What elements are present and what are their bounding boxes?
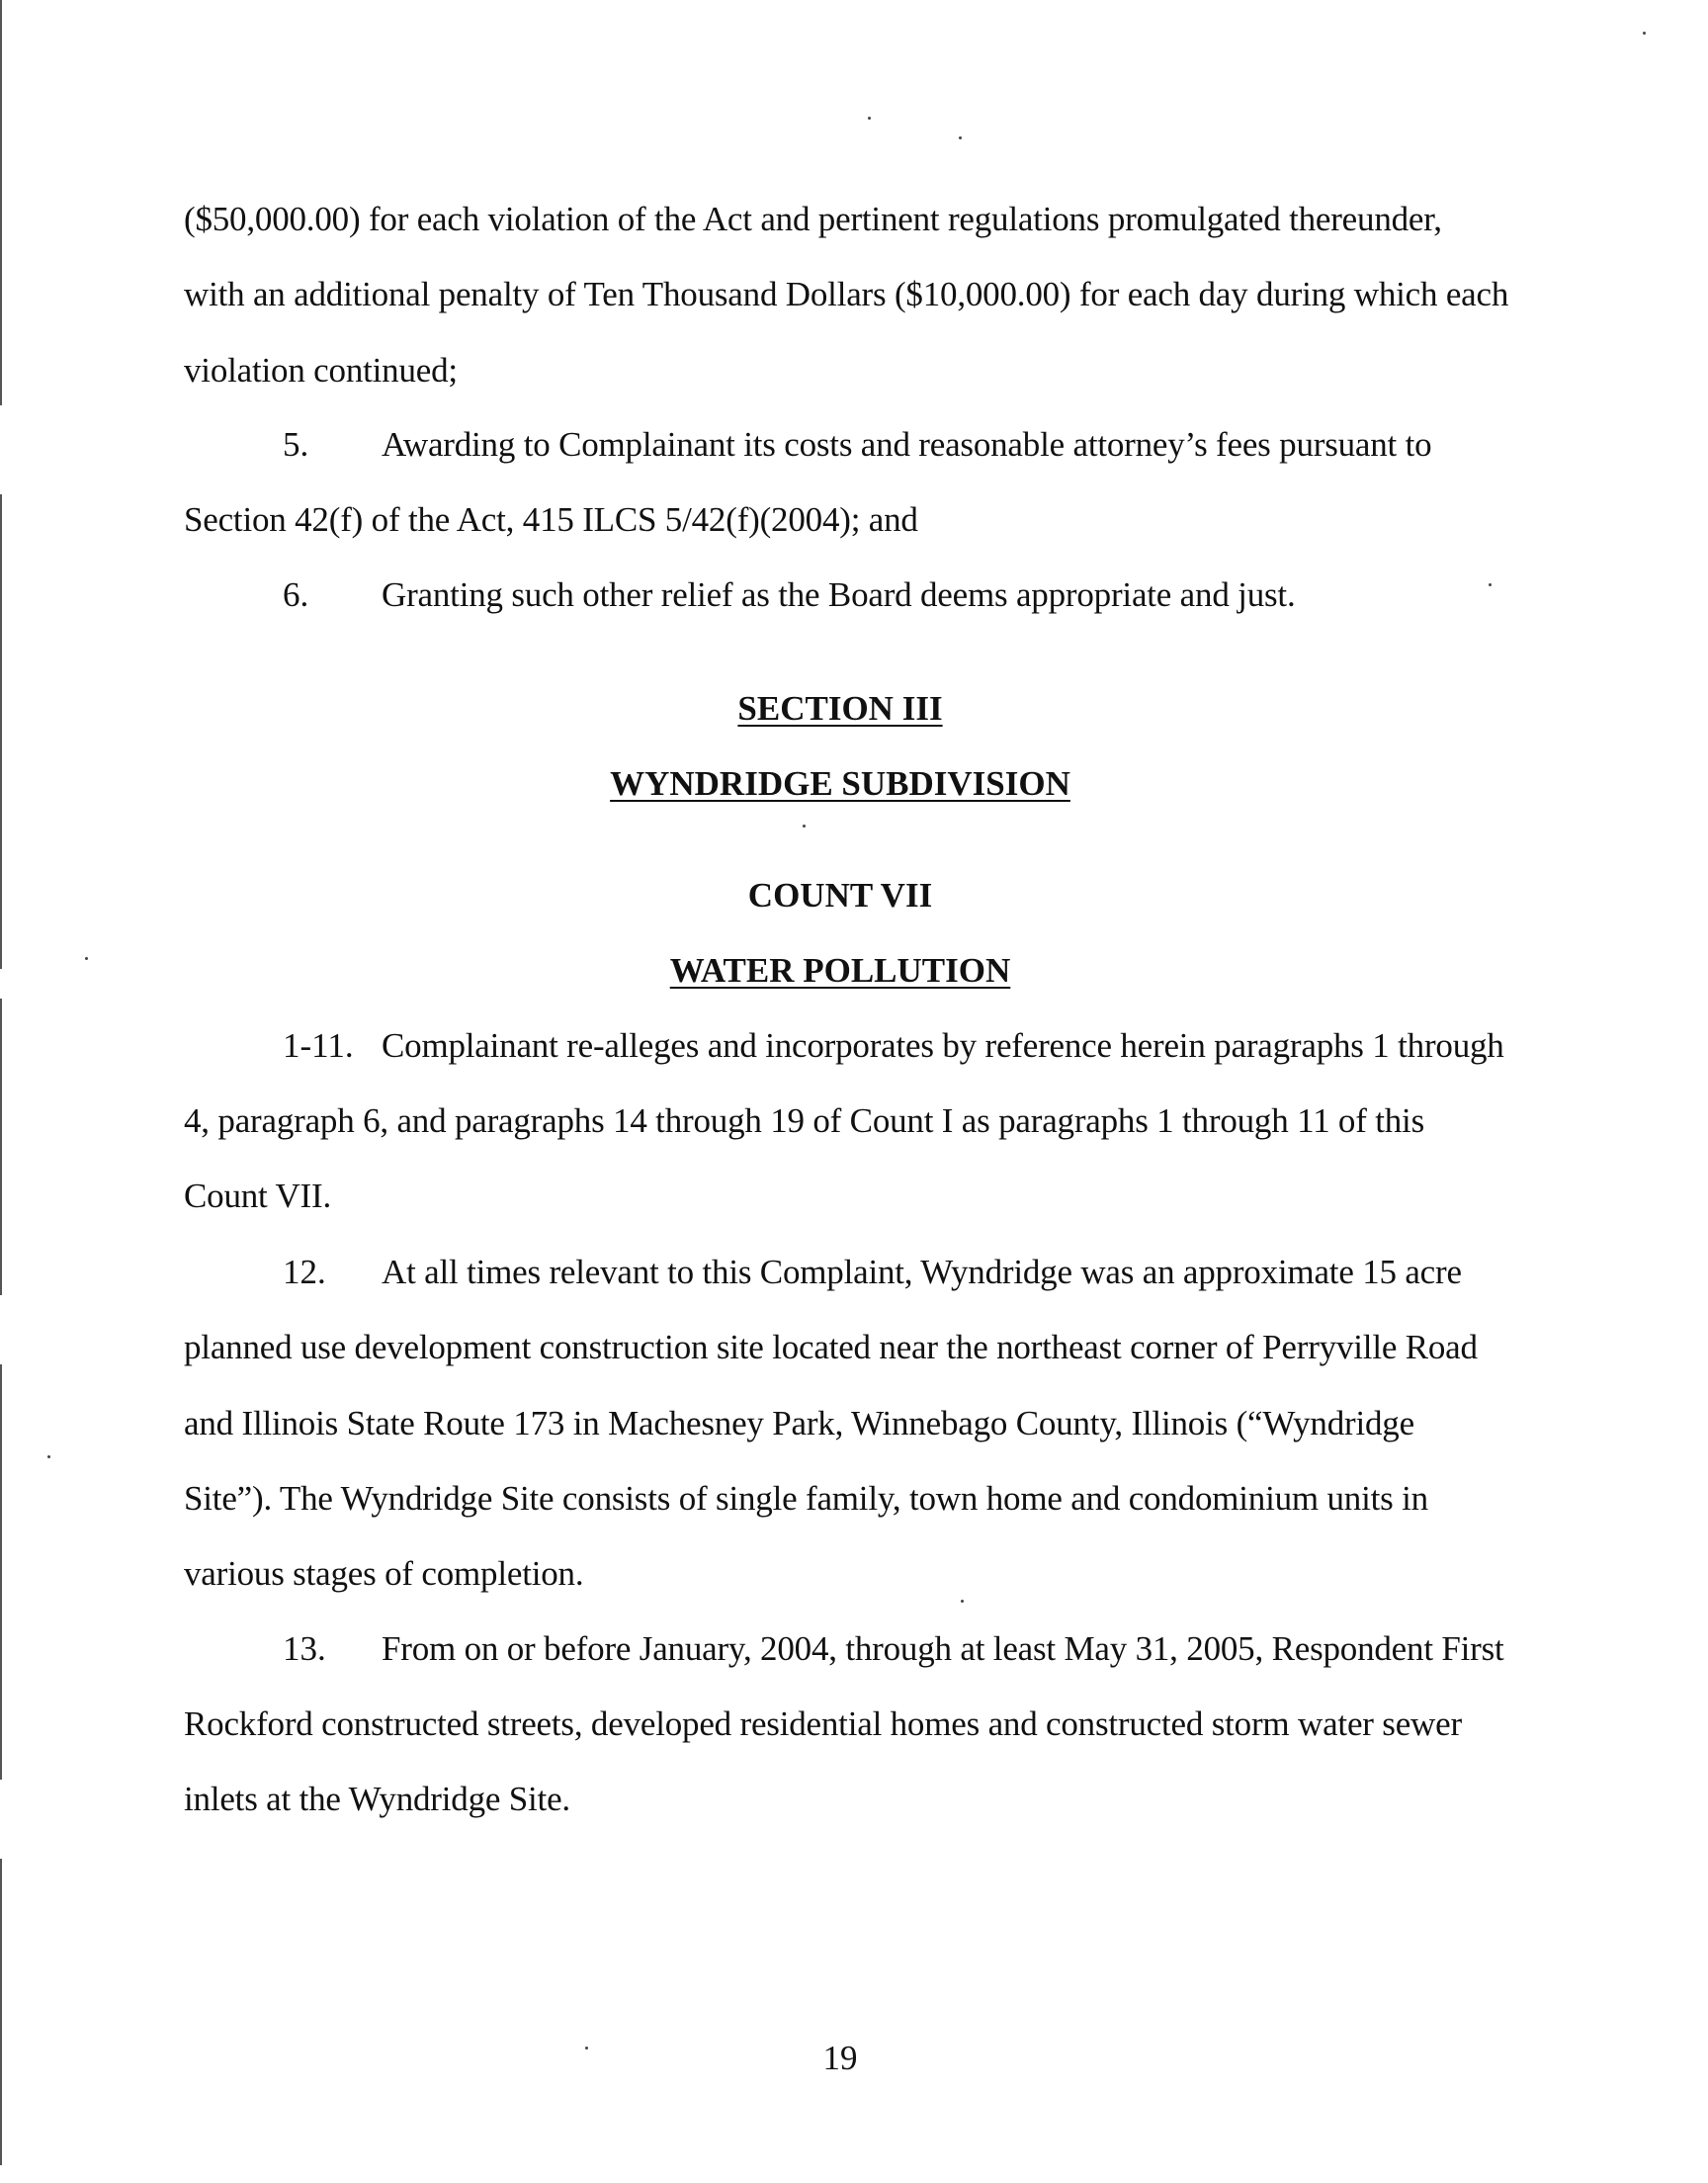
body-text-line: various stages of completion. [184,1554,584,1593]
scan-edge-mark [0,999,2,1295]
scan-speck [1489,583,1492,586]
body-text-line: Complainant re-alleges and incorporates by reference herein paragraphs 1 through [382,1026,1504,1065]
scan-edge-mark [0,1364,2,1780]
paragraph-number: 1-11. [283,1026,354,1065]
scan-speck [1643,32,1646,35]
scan-edge-mark [0,0,2,405]
body-text-line: with an additional penalty of Ten Thousand Dollars ($10,000.00) for each day during which each [184,275,1509,313]
body-text-line: At all times relevant to this Complaint, Wyndridge was an approximate 15 acre [382,1253,1462,1291]
count-heading-text: COUNT VII [747,876,933,915]
body-text-line: violation continued; [184,351,458,390]
scan-speck [959,136,962,139]
section-heading [0,689,1680,729]
paragraph-number: 12. [283,1253,326,1291]
subdivision-heading [0,764,1680,804]
body-text-line: Site”). The Wyndridge Site consists of single family, town home and condominium units in [184,1479,1428,1518]
topic-heading-text: WATER POLLUTION [669,951,1011,990]
list-item-number: 5. [283,425,309,464]
scan-edge-mark [0,1859,2,2165]
body-text-line: Rockford constructed streets, developed residential homes and constructed storm water sewer [184,1704,1462,1743]
scan-speck [47,1455,50,1458]
body-text-line: Section 42(f) of the Act, 415 ILCS 5/42(f)(2004); and [184,500,918,539]
paragraph-number: 13. [283,1629,326,1668]
page-number: 19 [822,2039,858,2077]
section-heading-text: SECTION III [737,689,943,728]
body-text-line: Granting such other relief as the Board deems appropriate and just. [382,575,1296,614]
subdivision-heading-text: WYNDRIDGE SUBDIVISION [610,764,1070,803]
body-text-line: Count VII. [184,1177,332,1215]
body-text-line: and Illinois State Route 173 in Machesney Park, Winnebago County, Illinois (“Wyndridge [184,1404,1414,1442]
body-text-line: planned use development construction site located near the northeast corner of Perryville Road [184,1328,1478,1366]
body-text-line: From on or before January, 2004, through at least May 31, 2005, Respondent First [382,1629,1504,1668]
scan-speck [961,1600,964,1603]
body-text-line: inlets at the Wyndridge Site. [184,1780,570,1818]
list-item-number: 6. [283,575,309,614]
scan-speck [803,825,806,828]
body-text-line: 4, paragraph 6, and paragraphs 14 through 19 of Count I as paragraphs 1 through 11 of this [184,1101,1424,1140]
body-text-line: ($50,000.00) for each violation of the Act and pertinent regulations promulgated thereunder, [184,200,1442,238]
scan-speck [868,117,871,120]
body-text-line: Awarding to Complainant its costs and reasonable attorney’s fees pursuant to [382,425,1432,464]
count-heading [0,876,1680,916]
topic-heading [0,951,1680,991]
